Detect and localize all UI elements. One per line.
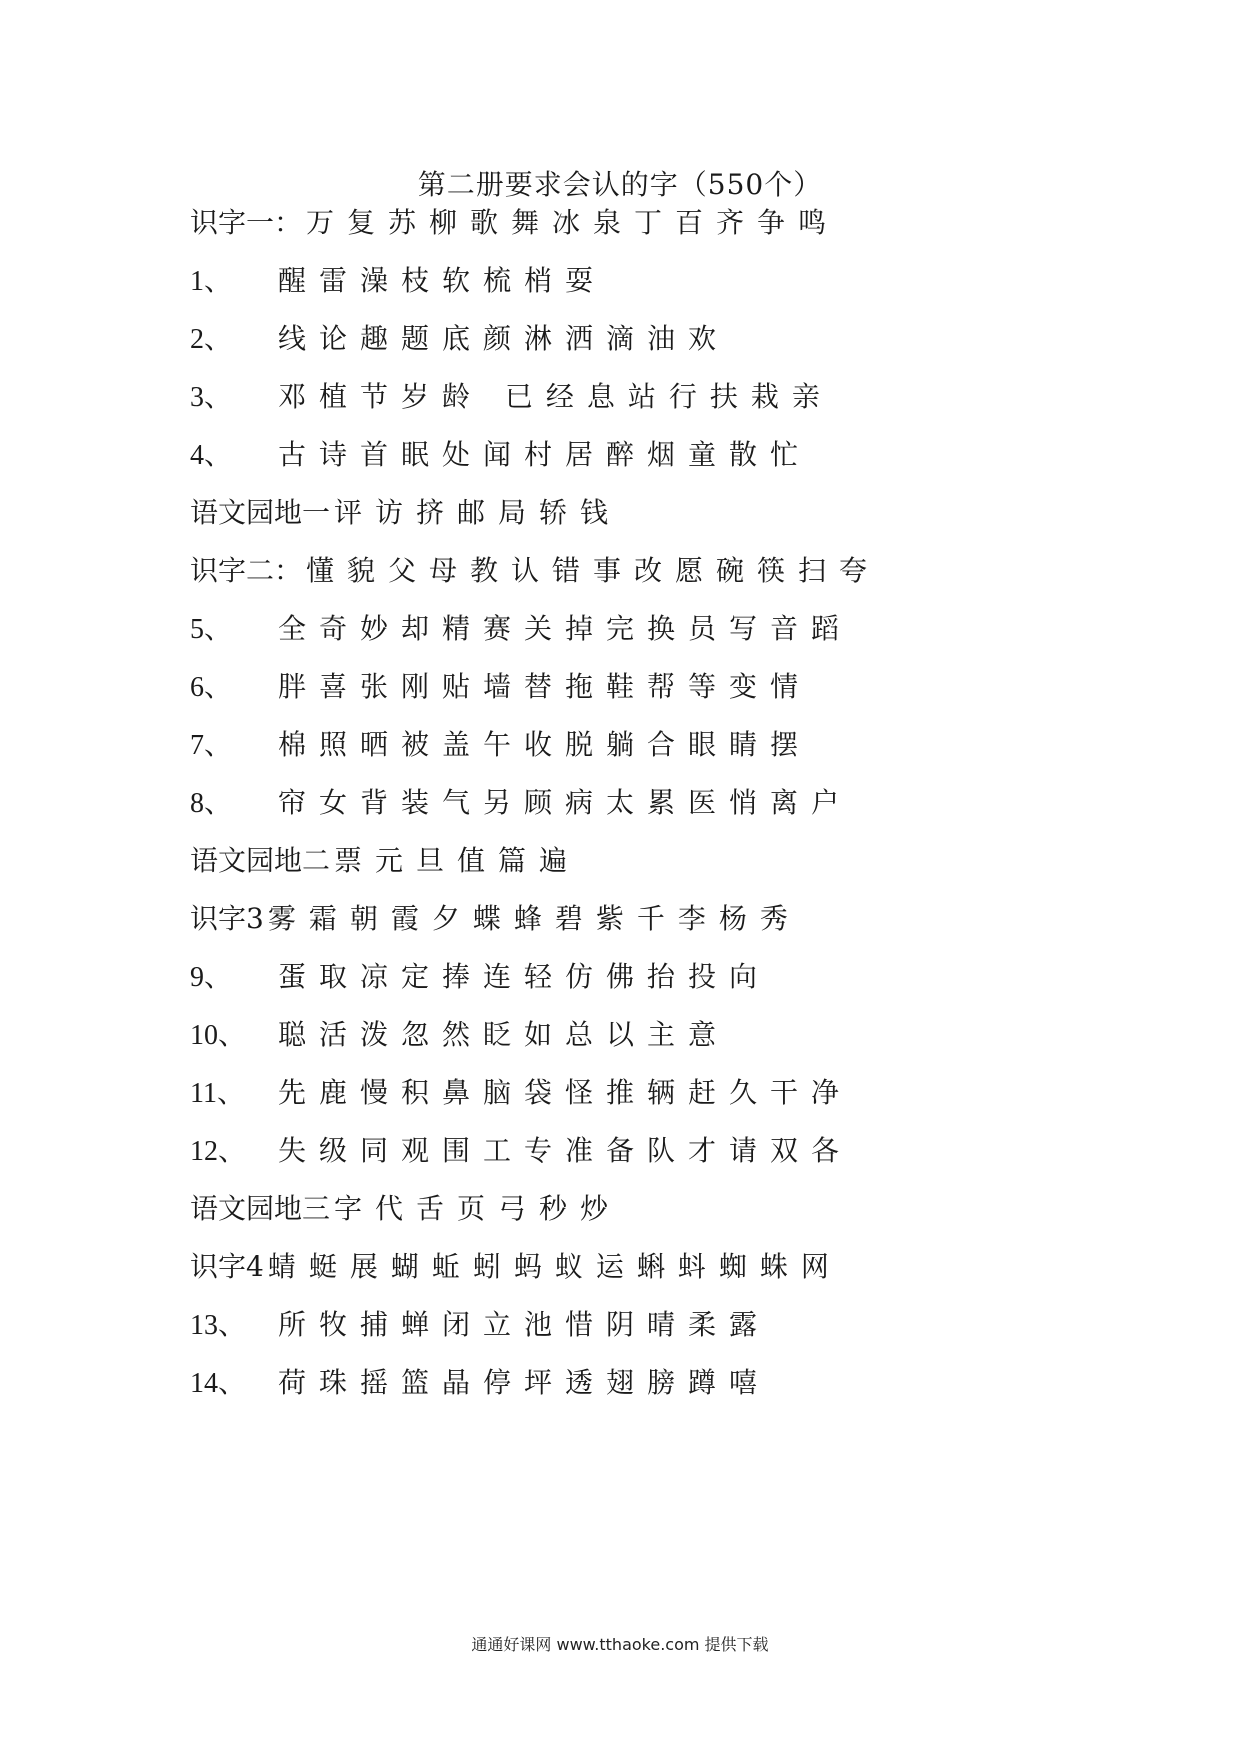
row-characters: 蜻蜓展蝴蚯蚓蚂蚁运蝌蚪蜘蛛网: [267, 1250, 842, 1283]
row-label: 语文园地一: [190, 496, 331, 529]
row-characters: 古诗首眠处闻村居醉烟童散忙: [278, 438, 812, 471]
list-item: [190, 1131, 852, 1171]
list-item: [190, 1073, 852, 1113]
list-item: [190, 1015, 729, 1055]
row-label: 识字二：: [190, 554, 303, 587]
row-label: 1、: [190, 266, 233, 297]
row-label: 12、: [190, 1136, 247, 1167]
row-label: 识字一：: [190, 206, 303, 239]
list-item: [190, 1363, 770, 1403]
row-characters: 所牧捕蝉闭立池惜阴晴柔露: [278, 1308, 771, 1341]
list-item: [190, 435, 811, 475]
list-item: [190, 609, 852, 649]
row-characters: 聪活泼忽然眨如总以主意: [278, 1018, 730, 1051]
row-label: 5、: [190, 614, 233, 645]
row-characters: 先鹿慢积鼻脑袋怪推辆赶久干净: [278, 1076, 853, 1109]
row-characters: 邓植节岁龄 已经息站行扶栽亲: [278, 380, 833, 413]
row-label: 14、: [190, 1368, 247, 1399]
row-label: 识字3: [190, 902, 264, 935]
row-characters: 荷珠摇篮晶停坪透翅膀蹲嘻: [278, 1366, 771, 1399]
row-characters: 万复苏柳歌舞冰泉丁百齐争鸣: [306, 206, 840, 239]
list-item: [190, 319, 729, 359]
row-characters: 失级同观围工专准备队才请双各: [278, 1134, 853, 1167]
row-characters: 蛋取凉定捧连轻仿佛抬投向: [278, 960, 771, 993]
row-characters: 懂貌父母教认错事改愿碗筷扫夸: [306, 554, 881, 587]
row-characters: 胖喜张刚贴墙替拖鞋帮等变情: [278, 670, 812, 703]
row-label: 11、: [190, 1078, 245, 1109]
row-label: 4、: [190, 440, 233, 471]
row-label: 10、: [190, 1020, 247, 1051]
row-characters: 线论趣题底颜淋洒滴油欢: [278, 322, 730, 355]
list-item: [190, 1305, 770, 1345]
list-item: [190, 841, 580, 881]
list-item: [190, 377, 833, 417]
footer-credit: 通通好课网 www.tthaoke.com 提供下载: [471, 1635, 769, 1654]
row-characters: 评访挤邮局轿钱: [334, 496, 622, 529]
list-item: [190, 667, 811, 707]
row-characters: 醒雷澡枝软梳梢耍: [278, 264, 607, 297]
row-characters: 棉照晒被盖午收脱躺合眼睛摆: [278, 728, 812, 761]
row-characters: 帘女背装气另顾病太累医悄离户: [278, 786, 853, 819]
row-label: 8、: [190, 788, 233, 819]
list-item: [190, 493, 621, 533]
list-item: [190, 203, 839, 243]
row-label: 9、: [190, 962, 233, 993]
row-label: 13、: [190, 1310, 247, 1341]
row-label: 2、: [190, 324, 233, 355]
list-item: [190, 551, 880, 591]
row-characters: 雾霜朝霞夕蝶蜂碧紫千李杨秀: [267, 902, 801, 935]
list-item: [190, 1189, 621, 1229]
row-characters: 票元旦值篇遍: [334, 844, 581, 877]
row-label: 识字4: [190, 1250, 264, 1283]
list-item: [190, 725, 811, 765]
row-label: 3、: [190, 382, 233, 413]
list-item: [190, 899, 801, 939]
list-item: [190, 783, 852, 823]
row-characters: 字代舌页弓秒炒: [334, 1192, 622, 1225]
row-characters: 全奇妙却精赛关掉完换员写音蹈: [278, 612, 853, 645]
row-label: 语文园地三: [190, 1192, 331, 1225]
row-label: 6、: [190, 672, 233, 703]
list-item: [190, 1247, 842, 1287]
page-title: 第二册要求会认的字（550个）: [417, 168, 823, 201]
row-label: 语文园地二: [190, 844, 331, 877]
row-label: 7、: [190, 730, 233, 761]
list-item: [190, 261, 606, 301]
list-item: [190, 957, 770, 997]
